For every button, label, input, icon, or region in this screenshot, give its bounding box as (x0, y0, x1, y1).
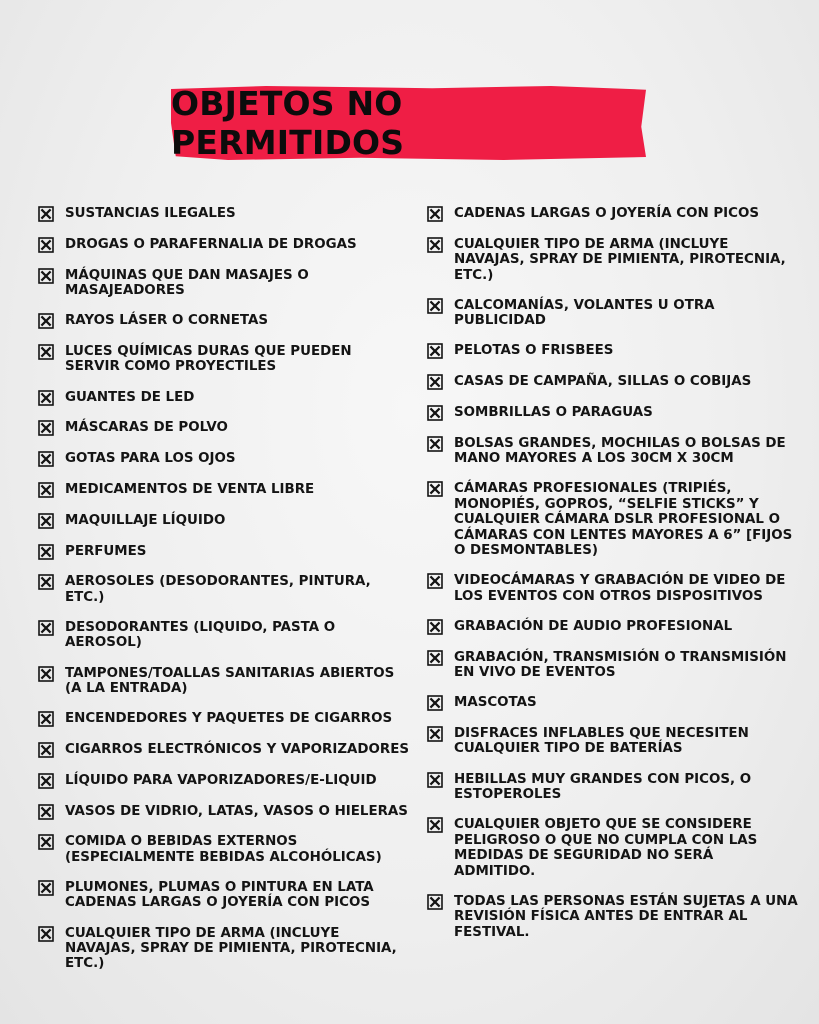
list-item-text: VIDEOCÁMARAS Y GRABACIÓN DE VIDEO DE LOS EVENTOS CON OTROS DISPOSITIVOS (454, 573, 786, 604)
list-item (427, 298, 799, 329)
x-box-icon (38, 742, 54, 758)
list-item-text: CUALQUIER TIPO DE ARMA (INCLUYE NAVAJAS, SPRAY DE PIMIENTA, PIROTECNIA, ETC.) (65, 925, 397, 972)
list-item (38, 513, 410, 529)
list-item (38, 773, 410, 789)
x-box-icon (38, 773, 54, 789)
list-item-text: RAYOS LÁSER O CORNETAS (65, 313, 268, 329)
list-item (427, 374, 799, 390)
list-item-text: CIGARROS ELECTRÓNICOS Y VAPORIZADORES (65, 742, 410, 758)
list-item (38, 666, 410, 697)
list-item (38, 711, 410, 727)
x-box-icon (38, 574, 54, 590)
list-item-text: CÁMARAS PROFESIONALES (TRIPIÉS, MONOPIÉS, GOPROS, “SELFIE STICKS” Y CUALQUIER CÁMARA DSLR PROFESIONAL O CÁMARAS CON LENTES MAYORES A 6” [FIJOS O DESMONTABLES) (454, 481, 793, 559)
list-item (38, 804, 410, 820)
list-item (38, 237, 410, 253)
x-box-icon (427, 894, 443, 910)
list-item-text: SOMBRILLAS O PARAGUAS (454, 405, 653, 421)
list-item-text: CALCOMANÍAS, VOLANTES U OTRA PUBLICIDAD (454, 297, 715, 329)
list-item (427, 650, 799, 681)
x-box-icon (38, 390, 54, 406)
list-item (38, 390, 410, 406)
x-box-icon (38, 804, 54, 820)
list-item-text: TAMPONES/TOALLAS SANITARIAS ABIERTOS (A LA ENTRADA) (65, 665, 395, 697)
x-box-icon (38, 313, 54, 329)
list-item-text: ENCENDEDORES Y PAQUETES DE CIGARROS (65, 711, 393, 727)
x-box-icon (38, 711, 54, 727)
x-box-icon (427, 206, 443, 222)
list-item (38, 420, 410, 436)
list-item (427, 343, 799, 359)
left-column (38, 206, 410, 987)
list-item-text: MASCOTAS (454, 695, 537, 711)
list-item-text: CASAS DE CAMPAÑA, SILLAS O COBIJAS (454, 374, 752, 390)
list-item (38, 742, 410, 758)
x-box-icon (38, 513, 54, 529)
right-column (427, 206, 799, 955)
list-item-text: DESODORANTES (LIQUIDO, PASTA O AEROSOL) (65, 620, 336, 651)
list-item (38, 834, 410, 865)
list-item (427, 436, 799, 467)
list-item (38, 880, 410, 911)
x-box-icon (38, 344, 54, 360)
list-item-text: CUALQUIER TIPO DE ARMA (INCLUYE NAVAJAS, SPRAY DE PIMIENTA, PIROTECNIA, ETC.) (454, 236, 786, 283)
x-box-icon (38, 880, 54, 896)
list-item-text: PELOTAS O FRISBEES (454, 343, 614, 359)
list-item (427, 772, 799, 803)
list-item-text: PLUMONES, PLUMAS O PINTURA EN LATA CADENAS LARGAS O JOYERÍA CON PICOS (65, 880, 374, 911)
x-box-icon (427, 298, 443, 314)
x-box-icon (427, 726, 443, 742)
x-box-icon (38, 666, 54, 682)
x-box-icon (427, 405, 443, 421)
list-item-text: MAQUILLAJE LÍQUIDO (65, 512, 226, 528)
x-box-icon (427, 237, 443, 253)
list-item-text: LÍQUIDO PARA VAPORIZADORES/E-LIQUID (65, 772, 377, 788)
list-item (427, 206, 799, 222)
x-box-icon (38, 482, 54, 498)
list-item-text: GUANTES DE LED (65, 389, 195, 405)
list-item-text: CUALQUIER OBJETO QUE SE CONSIDERE PELIGROSO O QUE NO CUMPLA CON LAS MEDIDAS DE SEGURIDAD NO SERÁ ADMITIDO. (454, 817, 758, 879)
x-box-icon (38, 620, 54, 636)
list-item (427, 481, 799, 558)
x-box-icon (427, 619, 443, 635)
list-item-text: DROGAS O PARAFERNALIA DE DROGAS (65, 236, 357, 252)
list-item (38, 313, 410, 329)
list-item-text: GRABACIÓN DE AUDIO PROFESIONAL (454, 618, 733, 634)
list-item-text: LUCES QUÍMICAS DURAS QUE PUEDEN SERVIR COMO PROYECTILES (65, 344, 352, 375)
list-item (427, 894, 799, 940)
list-item (427, 573, 799, 604)
list-item (38, 451, 410, 467)
x-box-icon (427, 436, 443, 452)
x-box-icon (38, 834, 54, 850)
list-item (38, 206, 410, 222)
list-item-text: VASOS DE VIDRIO, LATAS, VASOS O HIELERAS (65, 803, 408, 819)
list-item (38, 344, 410, 375)
list-item-text: AEROSOLES (DESODORANTES, PINTURA, ETC.) (65, 574, 371, 605)
x-box-icon (427, 573, 443, 589)
list-item (38, 482, 410, 498)
x-box-icon (38, 237, 54, 253)
x-box-icon (38, 206, 54, 222)
list-item-text: CADENAS LARGAS O JOYERÍA CON PICOS (454, 206, 760, 221)
list-item-text: GRABACIÓN, TRANSMISIÓN O TRANSMISIÓN EN VIVO DE EVENTOS (454, 649, 787, 681)
list-item-text: BOLSAS GRANDES, MOCHILAS O BOLSAS DE MANO MAYORES A LOS 30CM X 30CM (454, 435, 786, 467)
x-box-icon (38, 451, 54, 467)
x-box-icon (38, 544, 54, 560)
list-item-text: TODAS LAS PERSONAS ESTÁN SUJETAS A UNA REVISIÓN FÍSICA ANTES DE ENTRAR AL FESTIVAL. (454, 893, 798, 940)
x-box-icon (427, 374, 443, 390)
list-item (427, 817, 799, 879)
x-box-icon (427, 695, 443, 711)
list-item (38, 574, 410, 605)
list-item-text: PERFUMES (65, 543, 147, 559)
x-box-icon (38, 926, 54, 942)
x-box-icon (427, 481, 443, 497)
x-box-icon (427, 343, 443, 359)
list-item (427, 619, 799, 635)
list-item (427, 405, 799, 421)
list-item-text: COMIDA O BEBIDAS EXTERNOS (ESPECIALMENTE BEBIDAS ALCOHÓLICAS) (65, 834, 382, 865)
list-item-text: GOTAS PARA LOS OJOS (65, 451, 236, 467)
x-box-icon (38, 420, 54, 436)
page-title: OBJETOS NO PERMITIDOS (171, 84, 405, 162)
x-box-icon (427, 650, 443, 666)
list-item-text: DISFRACES INFLABLES QUE NECESITEN CUALQUIER TIPO DE BATERÍAS (454, 726, 749, 757)
list-item-text: MÁQUINAS QUE DAN MASAJES O MASAJEADORES (65, 267, 309, 298)
list-item-text: HEBILLAS MUY GRANDES CON PICOS, O ESTOPEROLES (454, 771, 752, 803)
list-item (38, 926, 410, 972)
list-item (38, 544, 410, 560)
list-item-text: MÁSCARAS DE POLVO (65, 420, 228, 436)
list-item (427, 237, 799, 283)
list-item (427, 695, 799, 711)
list-item (427, 726, 799, 757)
x-box-icon (427, 772, 443, 788)
list-item-text: MEDICAMENTOS DE VENTA LIBRE (65, 482, 315, 497)
list-item (38, 620, 410, 651)
list-item-text: SUSTANCIAS ILEGALES (65, 206, 236, 221)
x-box-icon (427, 817, 443, 833)
list-item (38, 268, 410, 299)
x-box-icon (38, 268, 54, 284)
